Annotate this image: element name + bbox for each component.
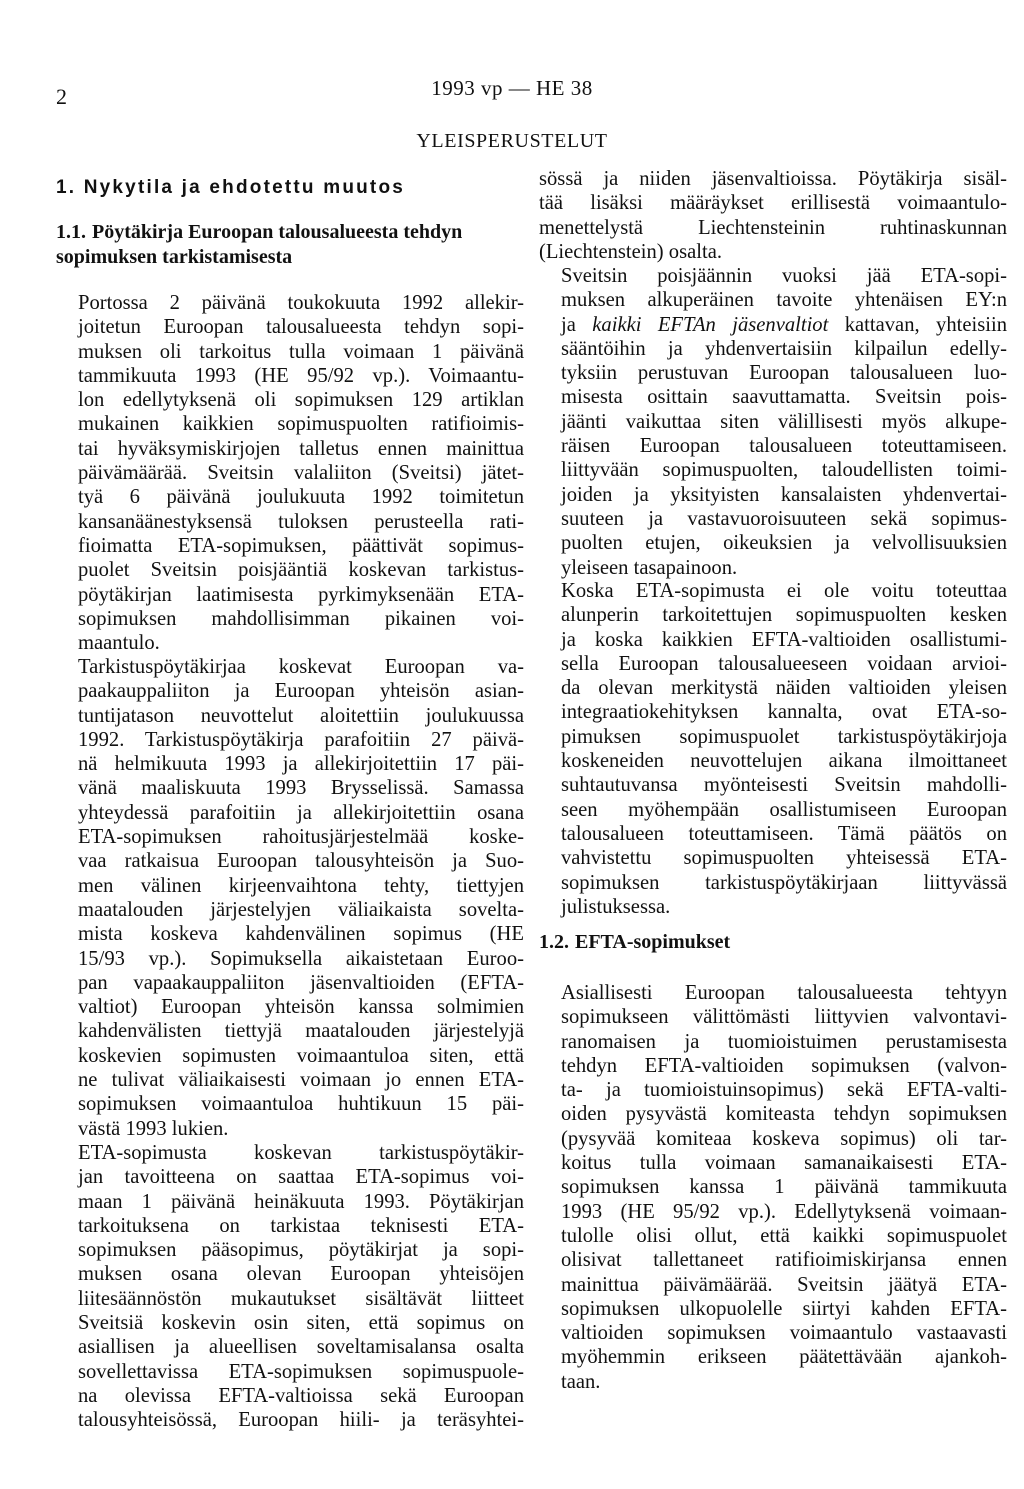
text-line: (Liechtenstein) osalta. — [539, 240, 722, 263]
subheading-number: 1.1. — [56, 221, 86, 243]
text-line: muksen alkuperäinen tavoite yhtenäisen EY:n — [561, 289, 1007, 312]
text-line: tuntijatason neuvottelut aloitettiin joulukuussa — [78, 704, 524, 727]
text-line: räisen Euroopan talousalueen toteuttamiseen. — [561, 435, 1007, 458]
text-line: valtioiden sopimuksen voimaantulo vastaavasti — [561, 1322, 1007, 1345]
text-line: västä 1993 lukien. — [78, 1117, 229, 1140]
text-line: pan vapaakauppaliiton jäsenvaltioiden (EFTA- — [78, 971, 524, 994]
text-line: tulolle olisi ollut, että kaikki sopimuspuolet — [561, 1224, 1007, 1247]
text-fragment: ja — [561, 313, 593, 336]
text-line: maan 1 päivänä heinäkuuta 1993. Pöytäkirjan — [78, 1190, 524, 1213]
text-line: tyksiin perustuvan Euroopan talousalueen luo- — [561, 362, 1007, 385]
text-line: koskevien sopimusten voimaantuloa siten, että — [78, 1044, 524, 1067]
text-fragment: kattavan, yhteisiin — [828, 313, 1007, 336]
text-line: 1993 (HE 95/92 vp.). Edellytyksenä voimaan- — [561, 1200, 1007, 1223]
text-line: muksen oli tarkoitus tulla voimaan 1 päivänä — [78, 340, 524, 363]
text-line: lon edellytyksenä oli sopimuksen 129 artiklan — [78, 389, 524, 412]
text-line: ta- ja tuomioistuinsopimus) sekä EFTA-valti- — [561, 1079, 1007, 1102]
text-line: 15/93 vp.). Sopimuksella aikaistetaan Euroo- — [78, 947, 524, 970]
text-line: liitesäännöstön mukautukset sisältävät liitteet — [78, 1287, 524, 1310]
text-line: misesta osittain saavuttamatta. Sveitsin pois- — [561, 386, 1007, 409]
paragraph — [56, 655, 524, 1141]
text-line: talousalueen toteuttamiseen. Tämä päätös on — [561, 822, 1007, 845]
text-line: pöytäkirjan laatimisesta pyrkimyksenään ETA- — [78, 583, 524, 606]
text-line: Koska ETA-sopimusta ei ole voitu toteuttaa — [561, 580, 1007, 602]
text-line: puolet Sveitsin poisjääntiä koskevan tarkistus- — [78, 559, 524, 582]
text-line: maatalouden järjestelyjen väliaikaista soveltа- — [78, 898, 524, 921]
text-line: ranomaisen ja tuomioistuimen perustamisesta — [561, 1030, 1007, 1053]
text-line: valtiot) Euroopan yhteisön kanssa solmimien — [78, 996, 524, 1019]
text-line: tää lisäksi määräykset erillisestä voimaantulo- — [539, 192, 1007, 215]
text-line: joitetun Euroopan talousalueesta tehdyn sopi- — [78, 316, 524, 339]
text-line: pimuksen sopimuspuolet tarkistuspöytäkirjoja — [561, 725, 1007, 748]
text-line: kahdenvälisten tiettyjä maatalouden järjestelyjä — [78, 1020, 524, 1043]
text-line: menettelystä Liechtensteinin ruhtinaskunnan — [539, 216, 1007, 239]
text-line: olisivat tallettaneet ratifioimiskirjansa ennen — [561, 1249, 1007, 1272]
text-line — [539, 313, 1007, 337]
subheading-number: 1.2. — [539, 931, 569, 953]
text-line: vänä maaliskuuta 1993 Brysselissä. Samassa — [78, 777, 524, 800]
text-line: jan tavoitteena on saattaa ETA-sopimus voi- — [78, 1166, 524, 1189]
text-line: joiden ja yksityisten kansalaisten yhdenvertai- — [561, 483, 1007, 506]
subheading-title-line-1: Pöytäkirja Euroopan talousalueesta tehdyn — [92, 221, 463, 243]
text-line: sääntöihin ja yhdenvertaisiin kilpailun edelly- — [561, 337, 1007, 360]
section-heading: YLEISPERUSTELUT — [416, 130, 608, 152]
text-line: alunperin tarkoitettujen sopimuspuolten kesken — [561, 604, 1007, 627]
text-line: sopimuksen voimaantuloa huhtikuun 15 päi- — [78, 1093, 524, 1116]
paragraph — [539, 264, 1007, 580]
text-line: tarkoituksena on tarkistaa teknisesti ETA- — [78, 1214, 524, 1237]
text-line: men välinen kirjeenvaihtona tehty, tiettyjen — [78, 874, 524, 897]
text-line: 1992. Tarkistuspöytäkirja parafoitiin 27 päivä- — [78, 728, 524, 751]
text-line: koitus tulla voimaan samanaikaisesti ETA- — [561, 1152, 1007, 1175]
text-line: sopimuksen ulkopuolelle siirtyi kahden EFTA- — [561, 1297, 1007, 1320]
text-line: mista koskeva kahdenvälinen sopimus (HE — [78, 923, 524, 946]
subheading-title-line-2: sopimuksen tarkistamisesta — [56, 245, 293, 268]
text-line: tyä 6 päivänä joulukuuta 1992 toimitetun — [78, 486, 524, 509]
text-line: ja koska kaikkien EFTA-valtioiden osallistumi- — [561, 628, 1007, 651]
chapter-title: 1. Nykytila ja ehdotettu muutos — [56, 177, 406, 198]
text-line: sovellettavissa ETA-sopimuksen sopimuspuole- — [78, 1360, 524, 1383]
paragraph — [56, 1141, 524, 1433]
text-line: Sveitsiä koskevin osin siten, että sopimus on — [78, 1312, 524, 1335]
text-line: da olevan merkitystä näiden valtioiden yleisen — [561, 677, 1007, 700]
text-line: Sveitsin poisjäännin vuoksi jää ETA-sopi- — [561, 265, 1007, 287]
text-line: jäänti vaikuttaa siten välillisesti myös alkupe- — [561, 410, 1007, 433]
running-header: 1993 vp — HE 38 — [431, 76, 593, 100]
text-line: sopimuksen mahdollisimman pikainen voi- — [78, 607, 524, 630]
subheading-1-2 — [539, 930, 1007, 955]
text-line: yhteydessä parafoitiin ja allekirjoitettiin osana — [78, 801, 524, 824]
text-line: fioimatta ETA-sopimuksen, päättivät sopimus- — [78, 534, 524, 557]
text-line: kansanäänestyksensä tuloksen perusteella rati- — [78, 510, 524, 533]
text-line: suhtautuvansa myönteisesti Sveitsin mahdolli- — [561, 774, 1007, 797]
text-line: sopimuksen pääsopimus, pöytäkirjat ja sopi- — [78, 1239, 524, 1262]
text-line: ETA-sopimusta koskevan tarkistuspöytäkir- — [78, 1142, 524, 1164]
text-line: integraatiokehityksen kannalta, ovat ETA-so- — [561, 701, 1007, 724]
text-line: liittyvään sopimuspuolten, taloudellisten toimi- — [561, 459, 1007, 482]
text-line: muksen osana olevan Euroopan yhteisöjen — [78, 1263, 524, 1286]
text-line: päivämäärää. Sveitsin valaliiton (Sveitsi) jätet- — [78, 462, 524, 485]
text-line: suuteen ja vastavuoroisuuteen sekä sopimus- — [561, 507, 1007, 530]
text-line: maantulo. — [78, 632, 160, 655]
text-line: (pysyvää komiteaa koskeva sopimus) oli tar- — [561, 1127, 1007, 1150]
text-line: julistuksessa. — [561, 895, 671, 918]
text-line: vahvistettu sopimuspuolten yhteisessä ETA- — [561, 847, 1007, 870]
text-line: seen myöhempään osallistumiseen Euroopan — [561, 798, 1007, 821]
text-line: yleiseen tasapainoon. — [561, 556, 738, 579]
text-line: Asiallisesti Euroopan talousalueesta tehtyyn — [561, 982, 1007, 1004]
text-line: sopimuksen tarkistuspöytäkirjaan liittyvässä — [561, 871, 1007, 894]
text-line: taan. — [561, 1370, 601, 1393]
text-line: asiallisen ja alueellisen soveltamisalansa osalta — [78, 1336, 524, 1359]
text-line: mukainen kaikkien sopimuspuolten ratifioimis- — [78, 413, 524, 436]
paragraph — [539, 579, 1007, 919]
text-line: na olevissa EFTA-valtioissa sekä Euroopan — [78, 1384, 524, 1407]
text-line: puolten etujen, oikeuksien ja velvollisuuksien — [561, 532, 1007, 555]
text-line: sössä ja niiden jäsenvaltioissa. Pöytäkirja sisäl- — [539, 168, 1007, 190]
italic-phrase: kaikki EFTAn jäsenvaltiot — [592, 313, 829, 336]
text-line: oiden pysyvästä komiteasta tehdyn sopimuksen — [561, 1103, 1007, 1126]
text-line: myöhemmin erikseen päätettävään ajankoh- — [561, 1346, 1007, 1369]
text-line: ETA-sopimuksen rahoitusjärjestelmää koske- — [78, 826, 524, 849]
text-line: tammikuuta 1993 (HE 95/92 vp.). Voimaantu- — [78, 364, 524, 387]
text-line: koskeneiden neuvottelujen aikana ilmoittaneet — [561, 750, 1007, 773]
paragraph — [539, 981, 1007, 1394]
text-line: sopimuksen kanssa 1 päivänä tammikuuta — [561, 1176, 1007, 1199]
text-line: sella Euroopan talousalueeseen voidaan arvioi- — [561, 652, 1007, 675]
subheading-1-1 — [56, 220, 524, 269]
text-line: Tarkistuspöytäkirjaa koskevat Euroopan va- — [78, 656, 524, 678]
text-line: nä helmikuuta 1993 ja allekirjoitettiin 17 päi- — [78, 753, 524, 776]
text-line: vaa ratkaisua Euroopan talousyhteisön ja Suo- — [78, 850, 524, 873]
text-line: mainittua päivämäärää. Sveitsin jäätyä ETA- — [561, 1273, 1007, 1296]
text-line: tehdyn EFTA-valtioiden sopimuksen (valvon- — [561, 1054, 1007, 1077]
text-line: talousyhteisössä, Euroopan hiili- ja teräsyhtei- — [78, 1409, 524, 1432]
text-line: Portossa 2 päivänä toukokuuta 1992 allekir- — [78, 292, 524, 314]
text-line: paakauppaliiton ja Euroopan yhteisön asian- — [78, 680, 524, 703]
paragraph — [539, 167, 1007, 264]
text-line: tai hyväksymiskirjojen talletus ennen mainittua — [78, 437, 524, 460]
page-number: 2 — [56, 84, 67, 109]
text-line: ne tulivat väliaikaisesti voimaan jo ennen ETA- — [78, 1069, 524, 1092]
paragraph — [56, 291, 524, 655]
text-line: sopimukseen välittömästi liittyvien valvontavi- — [561, 1006, 1007, 1029]
subheading-title: EFTA-sopimukset — [575, 931, 731, 953]
